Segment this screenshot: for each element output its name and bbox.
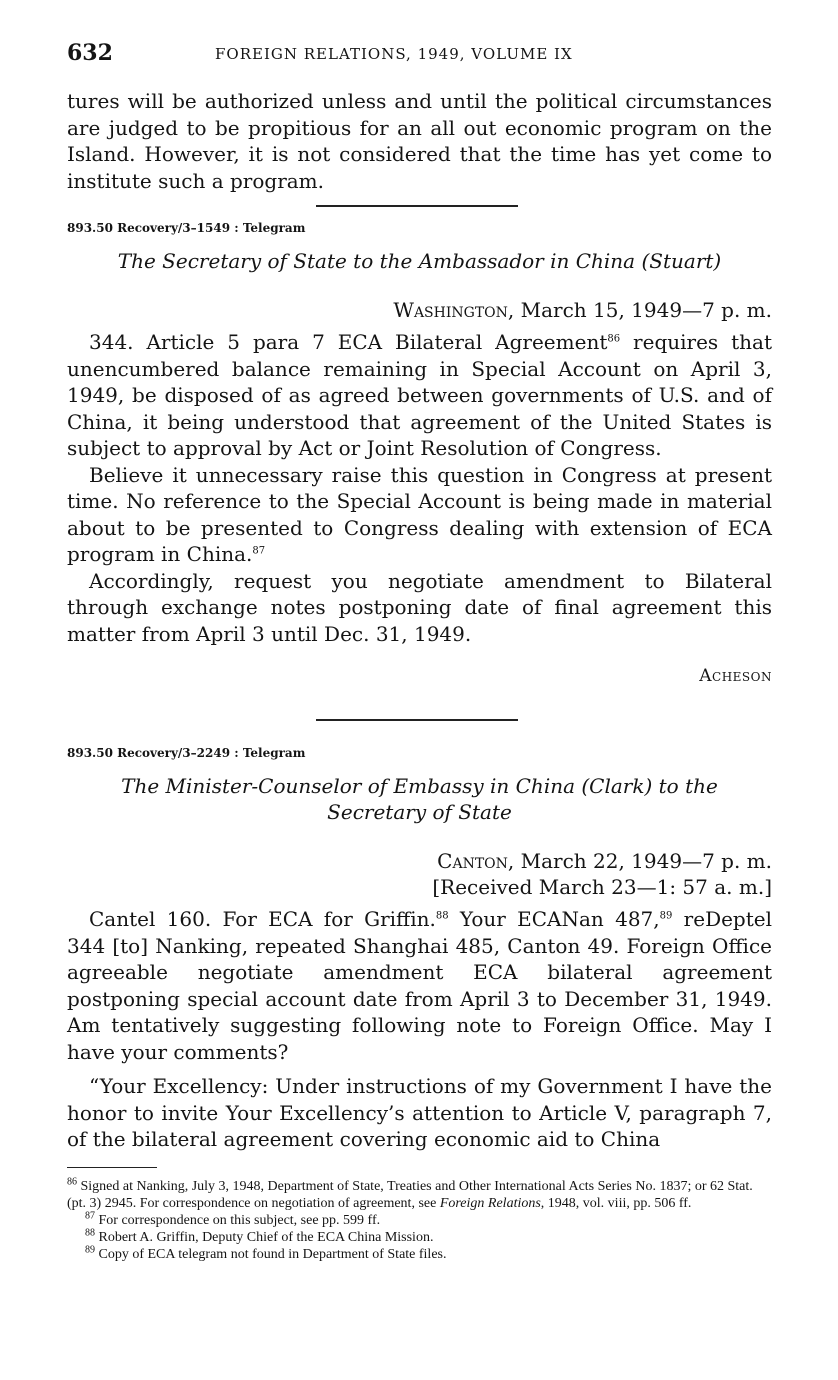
- footnote-87: [67, 1212, 772, 1229]
- footnote-ref-88: 88: [435, 910, 449, 922]
- footnote-ref-86: 86: [607, 333, 621, 345]
- doc1-paragraph-2: [67, 462, 772, 568]
- doc2-dateline: [432, 848, 772, 900]
- footnote-88: [67, 1229, 772, 1246]
- footnote-86-text-a: Signed at Nanking, July 3, 1948, Department of State, Treaties and Other International Acts Series No. 1837; or 62 Stat. (pt. 3) 2945. For correspondence on negotiation of agreement, see: [67, 1179, 753, 1211]
- footnote-86-number: 86: [67, 1176, 77, 1188]
- page-number: 632: [67, 40, 113, 66]
- doc2-paragraph-1: [67, 906, 772, 1065]
- doc1-reference: 893.50 Recovery/3–1549 : Telegram: [67, 221, 306, 235]
- footnote-88-number: 88: [85, 1227, 95, 1239]
- doc1-p2-text: Believe it unnecessary raise this question in Congress at present time. No reference to the Special Account is being made in material about to be presented to Congress dealing with extension of ECA program in China.: [67, 462, 772, 566]
- footnote-divider: [67, 1167, 157, 1168]
- section-divider: [316, 205, 518, 207]
- doc1-heading-title: The Secretary of State to the Ambassador in China: [117, 249, 636, 273]
- doc1-paragraph-1: [67, 329, 772, 462]
- doc1-heading-paren: (Stuart): [641, 249, 722, 273]
- footnote-89: [67, 1246, 772, 1263]
- doc2-p1-a: Cantel 160. For ECA for Griffin.: [89, 907, 436, 931]
- section-divider: [316, 719, 518, 721]
- doc2-p1-b: Your ECANan 487,: [448, 907, 660, 931]
- footnotes: [67, 1178, 772, 1263]
- doc2-paragraph-2: “Your Excellency: Under instructions of my Government I have the honor to invite Your Excellency’s attention to Article V, paragraph 7, of the bilateral agreement covering economic aid to China: [67, 1074, 772, 1151]
- footnote-87-number: 87: [85, 1210, 95, 1222]
- footnote-86: [67, 1178, 772, 1212]
- footnote-86-italic: Foreign Relations: [439, 1196, 541, 1211]
- doc2-dateline-place: Canton,: [437, 849, 515, 873]
- page-header: [67, 40, 772, 70]
- footnote-ref-89: 89: [659, 910, 673, 922]
- doc2-heading: [67, 773, 772, 825]
- doc1-p1-text: 344. Article 5 para 7 ECA Bilateral Agreement: [89, 330, 608, 354]
- doc1-dateline: [393, 297, 772, 323]
- footnote-86-text-b: , 1948, vol. viii, pp. 506 ff.: [540, 1196, 692, 1211]
- doc1-paragraph-3: Accordingly, request you negotiate amendment to Bilateral through exchange notes postponing date of final agreement this matter from April 3 until Dec. 31, 1949.: [67, 568, 772, 646]
- doc1-dateline-date: March 15, 1949—7 p. m.: [520, 298, 772, 322]
- footnote-89-text: Copy of ECA telegram not found in Department of State files.: [98, 1247, 447, 1262]
- doc2-body: [67, 906, 772, 1153]
- footnote-ref-87: 87: [252, 545, 266, 557]
- footnote-88-text: Robert A. Griffin, Deputy Chief of the ECA China Mission.: [98, 1230, 434, 1245]
- doc1-heading: [67, 248, 772, 274]
- doc2-heading-line2: Secretary of State: [327, 800, 512, 824]
- intro-paragraph-block: [67, 88, 772, 194]
- doc1-signature: Acheson: [699, 666, 772, 686]
- footnote-87-text: For correspondence on this subject, see pp. 599 ff.: [98, 1213, 381, 1228]
- running-head: FOREIGN RELATIONS, 1949, VOLUME IX: [215, 45, 573, 63]
- doc2-dateline-date: March 22, 1949—7 p. m.: [520, 849, 772, 873]
- footnote-89-number: 89: [85, 1244, 95, 1256]
- intro-paragraph: tures will be authorized unless and until the political circumstances are judged to be propitious for an all out economic program on the Island. However, it is not considered that the time has yet come to institute such a program.: [67, 89, 772, 193]
- doc1-dateline-place: Washington,: [393, 298, 515, 322]
- doc2-heading-line1: The Minister-Counselor of Embassy in China (Clark) to the: [121, 774, 718, 798]
- doc1-p1-rest: requires that unencumbered balance remaining in Special Account on April 3, 1949, be disposed of as agreed between governments of U.S. and of China, it being understood that agreement of the United States is subject to approval by Act or Joint Resolution of Congress.: [67, 330, 773, 460]
- doc2-p1-c: reDeptel 344 [to] Nanking, repeated Shanghai 485, Canton 49. Foreign Office agreeable negotiate amendment ECA bilateral agreement postponing special account date from April 3 to December 31, 1949. Am tentatively suggesting following note to Foreign Office. May I have your comments?: [67, 907, 773, 1064]
- doc2-received: [Received March 23—1: 57 a. m.]: [432, 875, 772, 899]
- doc2-reference: 893.50 Recovery/3–2249 : Telegram: [67, 746, 306, 760]
- doc1-body: [67, 329, 772, 647]
